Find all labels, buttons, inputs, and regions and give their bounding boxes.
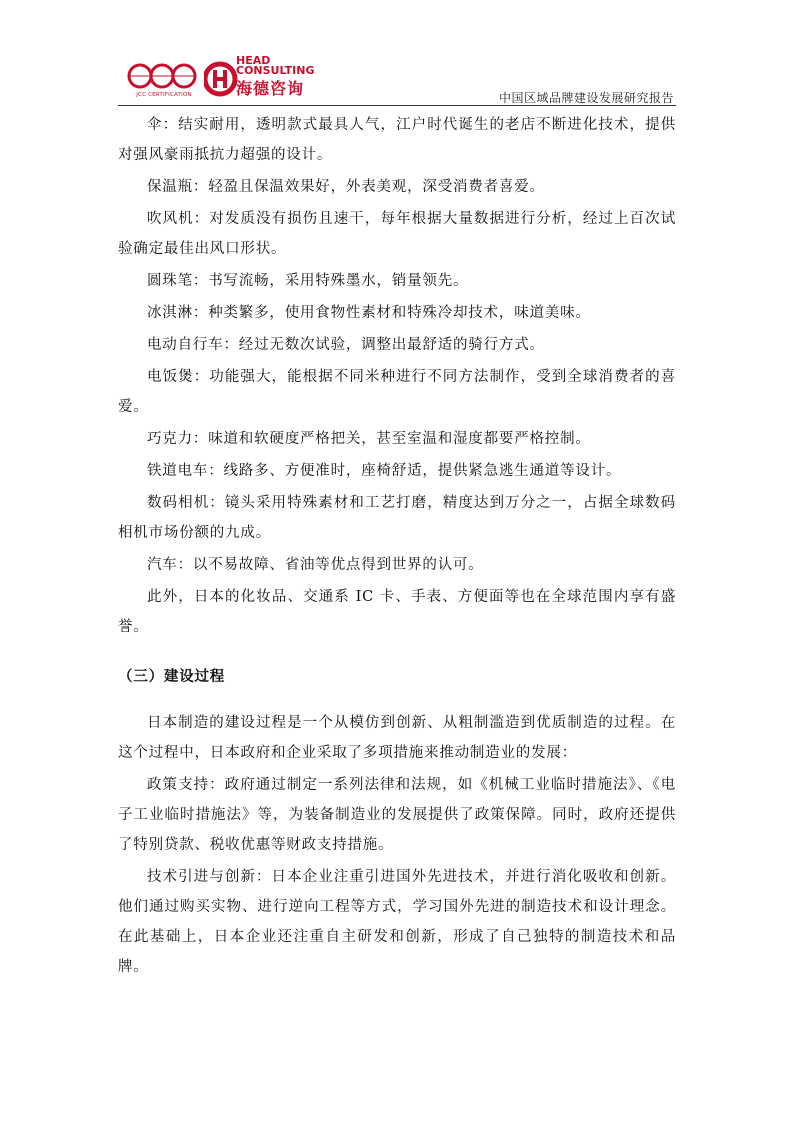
paragraph: 铁道电车：线路多、方便准时，座椅舒适，提供紧急逃生通道等设计。 — [147, 463, 622, 479]
page-body — [118, 110, 676, 984]
header-divider — [118, 105, 676, 106]
paragraph: 电饭煲：功能强大，能根据不同米种进行不同方法制作，受到全球消费者的喜爱。 — [118, 369, 676, 415]
head-consulting-text — [236, 56, 315, 76]
head-line2: CONSULTING — [236, 64, 315, 77]
paragraph: 保温瓶：轻盈且保温效果好，外表美观，深受消费者喜爱。 — [147, 179, 545, 195]
paragraph: 电动自行车：经过无数次试验，调整出最舒适的骑行方式。 — [147, 337, 545, 353]
paragraph: 巧克力：味道和软硬度严格把关，甚至室温和湿度都要严格控制。 — [147, 431, 591, 447]
paragraph: 政策支持：政府通过制定一系列法律和法规，如《机械工业临时措施法》、《电子工业临时措施法》等，为装备制造业的发展提供了政策保障。同时，政府还提供了特别贷款、税收优惠等财政支持措施。 — [118, 777, 676, 853]
head-consulting-cn: 海德咨询 — [236, 79, 305, 98]
paragraph: 此外，日本的化妆品、交通系 IC 卡、手表、方便面等也在全球范围内享有盛誉。 — [118, 589, 676, 635]
head-line1: HEAD — [236, 54, 271, 67]
paragraph: 吹风机：对发质没有损伤且速干，每年根据大量数据进行分析，经过上百次试验确定最佳出风口形状。 — [118, 211, 676, 257]
page-header — [118, 52, 676, 108]
paragraph: 数码相机：镜头采用特殊素材和工艺打磨，精度达到万分之一，占据全球数码相机市场份额的九成。 — [118, 495, 676, 541]
paragraph: 技术引进与创新：日本企业注重引进国外先进技术，并进行消化吸收和创新。他们通过购买实物、进行逆向工程等方式，学习国外先进的制造技术和设计理念。在此基础上，日本企业还注重自主研发和创新，形成了自己独特的制造技术和品牌。 — [118, 869, 676, 975]
jcc-logo-text: JCC CERTIFICATION — [136, 92, 192, 98]
report-title: 中国区域品牌建设发展研究报告 — [498, 91, 674, 105]
paragraph: 伞：结实耐用，透明款式最具人气，江户时代诞生的老店不断进化技术，提供对强风豪雨抵抗力超强的设计。 — [118, 117, 676, 163]
paragraph: 圆珠笔：书写流畅，采用特殊墨水，销量领先。 — [147, 273, 469, 289]
section-title: （三）建设过程 — [118, 668, 226, 685]
paragraph: 日本制造的建设过程是一个从模仿到创新、从粗制滥造到优质制造的过程。在这个过程中，日本政府和企业采取了多项措施来推动制造业的发展： — [118, 715, 676, 761]
paragraph: 冰淇淋：种类繁多，使用食物性素材和特殊冷却技术，味道美味。 — [147, 305, 591, 321]
paragraph: 汽车：以不易故障、省油等优点得到世界的认可。 — [147, 557, 484, 573]
